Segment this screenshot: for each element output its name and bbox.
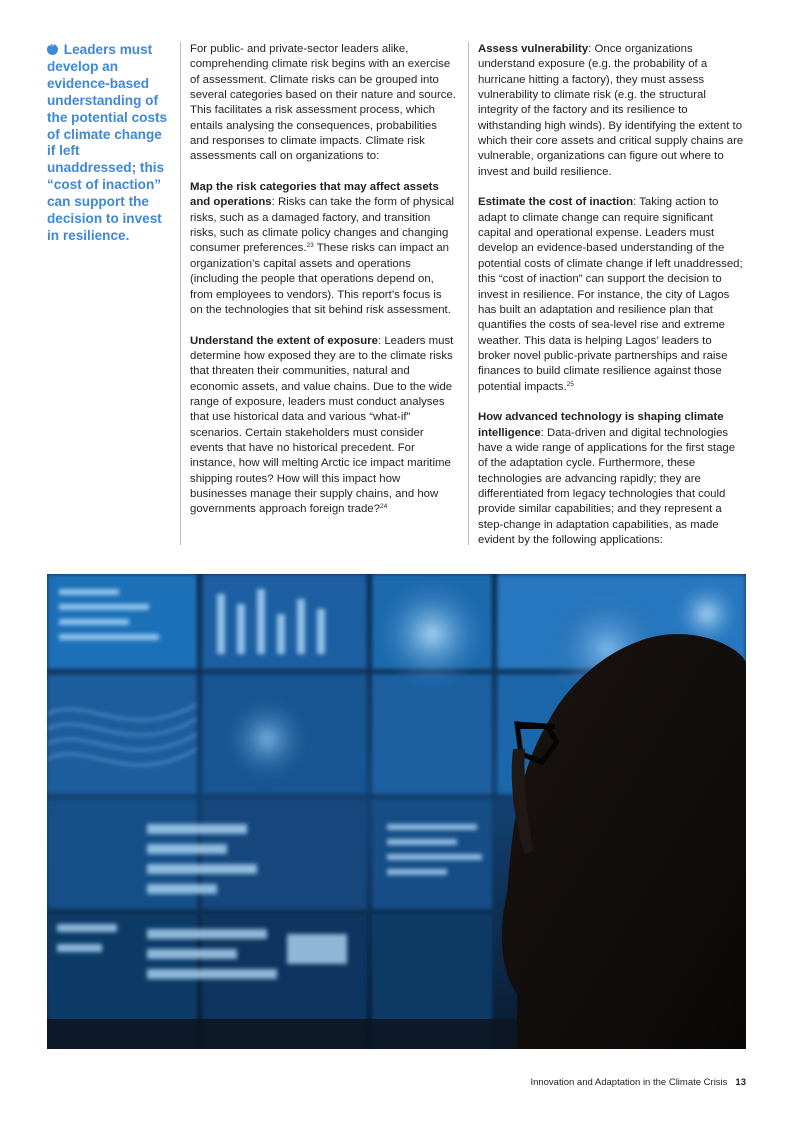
paragraph-map-risk: Map the risk categories that may affect assets and operations: Risks can take the form of physical risks, such as a damaged factory, and transition risks, such as climate policy changes and changing consumer preferences.$^{23}$ These risks can impact an organization’s capital assets and operations (including the people that operations depend on, from employees to vendors). This report’s focus is on the technologies that sit behind risk assessment. (190, 181, 454, 316)
paragraph-heading: Assess vulnerability (478, 43, 589, 55)
intro-paragraph: For public- and private-sector leaders alike, comprehending climate risk begins with an exercise of assessment. Climate risks can be grouped into several categories based on their nature and source. This facilitates a risk assessment process, which entails analysing the consequences, probabilities and responses to climate impacts. Climate risk assessments call on organizations to: (190, 43, 456, 163)
footer-title: Innovation and Adaptation in the Climate Crisis (530, 1077, 728, 1088)
footnote-ref: 23 (306, 242, 314, 250)
footnote-ref: 24 (379, 503, 388, 511)
footnote-ref: 25 (566, 380, 574, 388)
photo-control-room (47, 574, 746, 1049)
paragraph-heading: Estimate the cost of inaction (478, 196, 634, 209)
body-column-2 (478, 42, 746, 564)
paragraph-cost-of-inaction: Estimate the cost of inaction: Taking action to adapt to climate change can require significant capital and operational expense. Leaders must develop an evidence-based understanding of the potential costs of climate change if left unaddressed; this “cost of inaction” can support the decision to invest in resilience. For instance, the city of Lagos has built an adaptation and resilience plan that quantifies the costs of sea-level rise and extreme weather. This data is helping Lagos’ leaders to broker novel public-private partnerships and raise finances to build climate resilience against those potential impacts.$^{25}$ (478, 196, 743, 393)
body-column-1 (190, 42, 456, 533)
paragraph-vulnerability: Assess vulnerability: Once organizations understand exposure (e.g. the probability of a hurricane hitting a factory), they must assess vulnerability to climate risk (e.g. the structural integrity of the factory and its resilience to withstanding high winds). By identifying the extent to which their core assets and critical supply chains are vulnerable, organizations can figure out where to invest and build resilience. (478, 43, 744, 178)
quote-icon (47, 44, 58, 55)
photo-illustration (47, 574, 746, 1049)
pull-quote-text: Leaders must develop an evidence-based understanding of the potential costs of climate change if left unaddressed; this “cost of inaction” can support the decision to invest in resilience. (47, 42, 168, 243)
page-number: 13 (735, 1077, 746, 1088)
page-footer (530, 1077, 746, 1088)
column-divider (180, 42, 181, 545)
column-divider (468, 42, 469, 545)
paragraph-heading: Understand the extent of exposure (190, 334, 378, 347)
paragraph-heading: How advanced technology is shaping climate intelligence (478, 411, 724, 439)
paragraph-technology: How advanced technology is shaping climate intelligence: Data-driven and digital technologies have a wide range of applications for the first stage of the adaptation cycle. Furthermore, these technologies are advancing rapidly; they are differentiated from legacy technologies that could provide similar capabilities; and they represent a step-change in adaptation capabilities, as made evident by the following applications: (478, 411, 736, 546)
paragraph-exposure: Understand the extent of exposure: Leaders must determine how exposed they are to the climate risks that threaten their communities, natural and economic assets, and value chains. Due to the wide range of exposure, leaders must conduct analyses that use historical data and various “what-if” scenarios. Certain stakeholders must consider events that have no historical precedent. For instance, how will melting Arctic ice impact maritime shipping routes? How will this impact how businesses manage their supply chains, and how governments approach foreign trade?$^{24}$ (190, 334, 454, 516)
paragraph-heading: Map the risk categories that may affect assets and operations (190, 181, 439, 209)
pull-quote (47, 42, 169, 245)
